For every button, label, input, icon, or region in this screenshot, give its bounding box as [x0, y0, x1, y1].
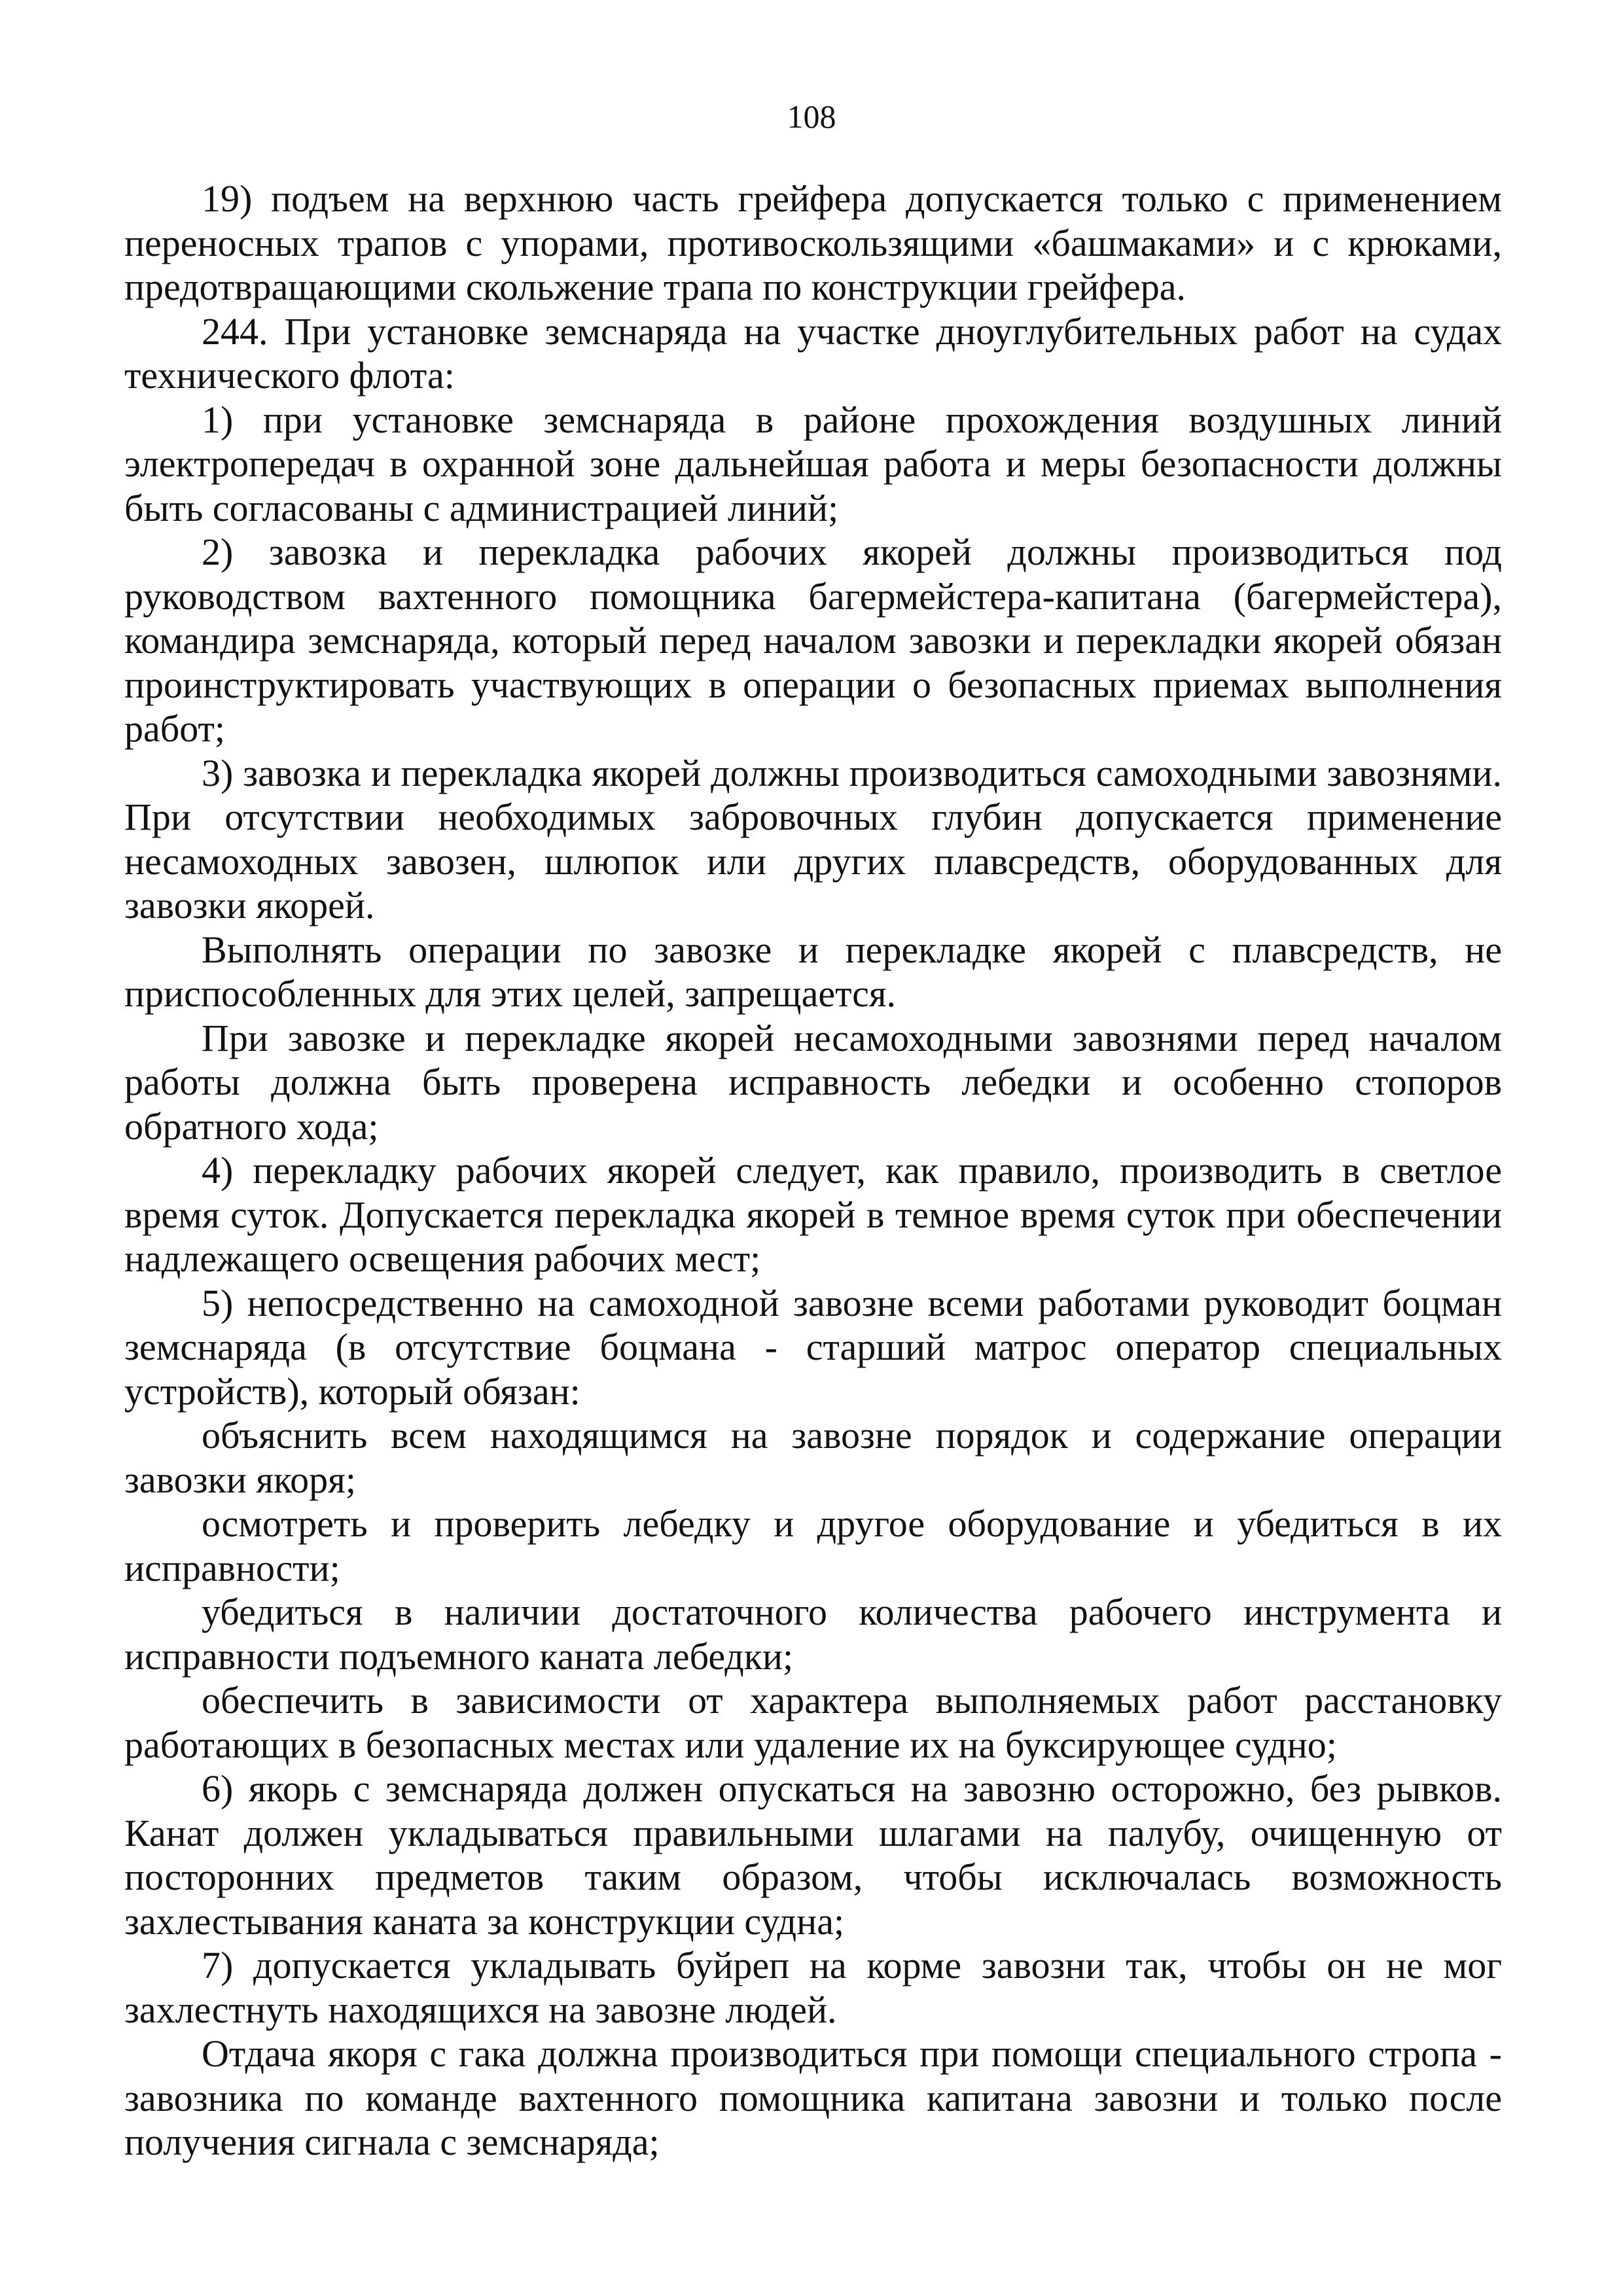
paragraph-duty-tools: убедиться в наличии достаточного количества рабочего инструмента и исправности подъемного каната лебедки; [124, 1591, 1502, 1678]
paragraph-duty-placement: обеспечить в зависимости от характера выполняемых работ расстановку работающих в безопасных местах или удаление их на буксирующее судно; [124, 1679, 1502, 1766]
paragraph-item-6: 6) якорь с земснаряда должен опускаться на завозню осторожно, без рывков. Канат должен укладываться правильными шлагами на палубу, очищенную от посторонних предметов таким образом, чтобы исключалась возможность захлестывания каната за конструкции судна; [124, 1767, 1502, 1943]
paragraph-item-7: 7) допускается укладывать буйреп на корме завозни так, чтобы он не мог захлестнуть находящихся на завозне людей. [124, 1944, 1502, 2031]
paragraph-item-1: 1) при установке земснаряда в районе прохождения воздушных линий электропередач в охранной зоне дальнейшая работа и меры безопасности должны быть согласованы с администрацией линий; [124, 398, 1502, 529]
paragraph-anchor-release: Отдача якоря с гака должна производиться при помощи специального стропа - завозника по команде вахтенного помощника капитана завозни и только после получения сигнала с земснаряда; [124, 2032, 1502, 2163]
paragraph-duty-inspect: осмотреть и проверить лебедку и другое оборудование и убедиться в их исправности; [124, 1502, 1502, 1589]
paragraph-item-4: 4) перекладку рабочих якорей следует, как правило, производить в светлое время суток. Допускается перекладка якорей в темное время суток при обеспечении надлежащего освещения рабочих мест; [124, 1149, 1502, 1280]
page-number: 108 [787, 98, 836, 135]
paragraph-item-3: 3) завозка и перекладка якорей должны производиться самоходными завознями. При отсутствии необходимых забровочных глубин допускается применение несамоходных завозен, шлюпок или других плавсредств, оборудованных для завозки якорей. [124, 751, 1502, 927]
paragraph-winch-check: При завозке и перекладке якорей несамоходными завознями перед началом работы должна быть проверена исправность лебедки и особенно стопоров обратного хода; [124, 1016, 1502, 1148]
paragraph-duty-explain: объяснить всем находящимся на завозне порядок и содержание операции завозки якоря; [124, 1414, 1502, 1501]
paragraph-item-19: 19) подъем на верхнюю часть грейфера допускается только с применением переносных трапов с упорами, противоскользящими «башмаками» и с крюками, предотвращающими скольжение трапа по конструкции грейфера. [124, 177, 1502, 308]
paragraph-item-5: 5) непосредственно на самоходной завозне всеми работами руководит боцман земснаряда (в отсутствие боцмана - старший матрос оператор специальных устройств), который обязан: [124, 1281, 1502, 1413]
paragraph-section-244: 244. При установке земснаряда на участке дноуглубительных работ на судах технического флота: [124, 309, 1502, 397]
document-body [124, 177, 1502, 2164]
paragraph-prohibition: Выполнять операции по завозке и перекладке якорей с плавсредств, не приспособленных для этих целей, запрещается. [124, 928, 1502, 1015]
paragraph-item-2: 2) завозка и перекладка рабочих якорей должны производиться под руководством вахтенного помощника багермейстера-капитана (багермейстера), командира земснаряда, который перед началом завозки и перекладки якорей обязан проинструктировать участвующих в операции о безопасных приемах выполнения работ; [124, 531, 1502, 750]
